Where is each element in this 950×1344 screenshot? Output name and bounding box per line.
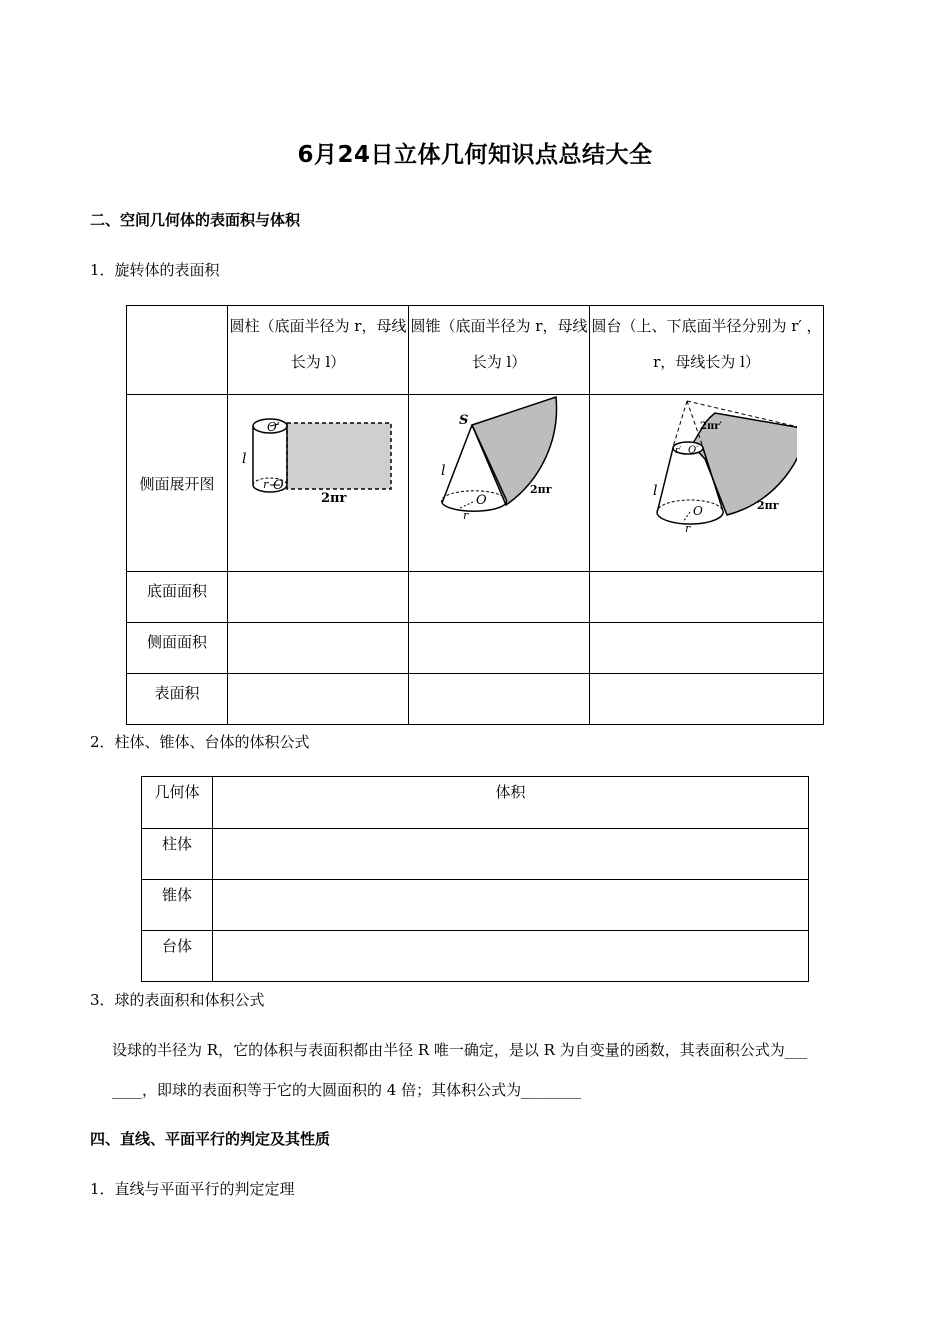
cylinder-development-cell <box>228 395 409 572</box>
cone-radius <box>460 502 473 508</box>
header-cylinder: 圆柱（底面半径为 r，母线长为 l） <box>228 306 409 395</box>
cyl-label-o-top: O′ <box>267 420 280 434</box>
frus-label-o: O <box>692 504 703 518</box>
subheading-sphere: 3．球的表面积和体积公式 <box>90 991 265 1009</box>
subheading-volume-formulas: 2．柱体、锥体、台体的体积公式 <box>90 733 310 751</box>
rotation-body-table <box>126 305 824 725</box>
header-volume: 体积 <box>213 777 809 829</box>
table-corner-cell <box>127 306 228 395</box>
cyl-label-o-bottom: O <box>273 478 284 493</box>
frus-label-top-arc: 2πr′ <box>699 421 722 432</box>
subheading-line-plane-parallel: 1．直线与平面平行的判定定理 <box>90 1180 295 1198</box>
frustum-development-figure <box>617 395 797 535</box>
frus-label-arc: 2πr <box>756 499 779 512</box>
cone-label-o: O <box>476 493 487 508</box>
cyl-label-arc: 2πr <box>321 491 347 506</box>
cell-frustum-surface-area[interactable] <box>590 674 824 725</box>
section-heading-surface-volume: 二、空间几何体的表面积与体积 <box>90 211 301 229</box>
cell-cone-base-area[interactable] <box>409 572 590 623</box>
cell-cone-surface-area[interactable] <box>409 674 590 725</box>
row-label-prism: 柱体 <box>142 829 213 880</box>
cone-label-l: l <box>441 463 446 479</box>
cylinder-unrolled-rect <box>287 423 391 489</box>
cell-cylinder-lateral-area[interactable] <box>228 623 409 674</box>
sphere-paragraph-line-1: 设球的半径为 R，它的体积与表面积都由半径 R 唯一确定，是以 R 为自变量的函数，其表面积公式为___ <box>112 1041 808 1059</box>
sphere-paragraph-line-2: ____，即球的表面积等于它的大圆面积的 4 倍；其体积公式为________ <box>112 1081 582 1099</box>
row-label-surface-area: 表面积 <box>127 674 228 725</box>
sphere-paragraph <box>112 1030 872 1110</box>
row-label-development: 侧面展开图 <box>127 395 228 572</box>
cell-prism-volume[interactable] <box>213 829 809 880</box>
row-label-base-area: 底面面积 <box>127 572 228 623</box>
cell-cylinder-base-area[interactable] <box>228 572 409 623</box>
cell-frustum-volume[interactable] <box>213 931 809 982</box>
cone-label-s: S <box>459 413 469 428</box>
header-cone: 圆锥（底面半径为 r，母线长为 l） <box>409 306 590 395</box>
cone-development-figure <box>410 395 588 525</box>
frus-label-o-top: O′ <box>687 445 698 456</box>
cell-pyramid-volume[interactable] <box>213 880 809 931</box>
page-title: 6月24日立体几何知识点总结大全 <box>297 142 653 168</box>
header-frustum: 圆台（上、下底面半径分别为 r′ ，r，母线长为 l） <box>590 306 824 395</box>
section-heading-parallel: 四、直线、平面平行的判定及其性质 <box>90 1130 331 1148</box>
header-solid: 几何体 <box>142 777 213 829</box>
cone-label-r: r <box>463 509 469 522</box>
cone-label-arc: 2πr <box>530 483 552 496</box>
cone-development-cell <box>409 395 590 572</box>
cylinder-development-figure <box>229 395 407 515</box>
cone-base-back <box>441 491 506 503</box>
frus-label-r: r <box>684 522 690 535</box>
frus-label-l: l <box>652 483 657 499</box>
cell-frustum-base-area[interactable] <box>590 572 824 623</box>
cell-frustum-lateral-area[interactable] <box>590 623 824 674</box>
frustum-development-cell <box>590 395 824 572</box>
cyl-label-r: r <box>263 478 269 491</box>
row-label-pyramid: 锥体 <box>142 880 213 931</box>
frustum-apex-left <box>673 401 687 447</box>
frustum-left-slant <box>657 448 673 513</box>
frus-label-r-top: r′ <box>674 446 681 456</box>
frustum-radius <box>683 512 690 522</box>
cone-base-front <box>442 499 507 511</box>
frustum-base-back <box>656 500 722 513</box>
subheading-rotation-surface: 1．旋转体的表面积 <box>90 261 220 279</box>
cell-cylinder-surface-area[interactable] <box>228 674 409 725</box>
cyl-label-l: l <box>242 451 247 467</box>
row-label-lateral-area: 侧面面积 <box>127 623 228 674</box>
cell-cone-lateral-area[interactable] <box>409 623 590 674</box>
volume-table <box>141 776 809 982</box>
row-label-frustum: 台体 <box>142 931 213 982</box>
